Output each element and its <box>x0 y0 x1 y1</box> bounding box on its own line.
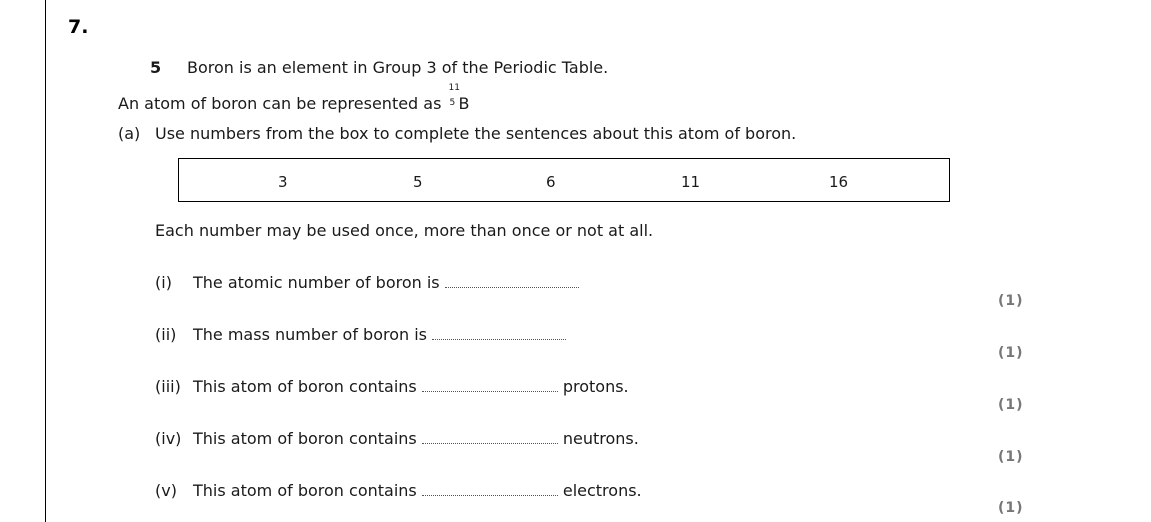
box-number: 11 <box>681 173 701 191</box>
subquestion-text <box>193 325 566 344</box>
subquestion-text <box>193 273 579 292</box>
mark-allocation: (1) <box>998 293 1024 309</box>
answer-blank[interactable] <box>445 286 579 288</box>
subquestion-prompt: The mass number of boron is <box>193 325 427 344</box>
subquestion-text <box>193 377 629 396</box>
subquestion-label: (iii) <box>155 377 181 396</box>
subquestion-suffix: protons. <box>562 377 629 396</box>
mark-allocation: (1) <box>998 500 1024 516</box>
subquestion-suffix: neutrons. <box>562 429 639 448</box>
element-symbol: B <box>458 94 470 113</box>
box-number: 6 <box>546 173 556 191</box>
answer-blank[interactable] <box>422 390 558 392</box>
mark-allocation: (1) <box>998 345 1024 361</box>
intro-number: 5 <box>150 58 162 77</box>
number-box <box>178 158 950 202</box>
page-left-border <box>45 0 46 522</box>
instruction-text: Each number may be used once, more than once or not at all. <box>155 221 654 240</box>
subquestion-text <box>193 481 642 500</box>
subquestion-prompt: The atomic number of boron is <box>193 273 440 292</box>
answer-blank[interactable] <box>432 338 566 340</box>
subquestion-label: (v) <box>155 481 177 500</box>
intro-text: Boron is an element in Group 3 of the Periodic Table. <box>187 58 609 77</box>
subquestion-prompt: This atom of boron contains <box>193 377 417 396</box>
atom-line-text: An atom of boron can be represented as <box>118 94 442 113</box>
atom-representation-line <box>118 83 470 113</box>
subquestion-prompt: This atom of boron contains <box>193 429 417 448</box>
isotope-mass-number: 11 <box>448 83 460 93</box>
subquestion-label: (ii) <box>155 325 177 344</box>
mark-allocation: (1) <box>998 397 1024 413</box>
subquestion-prompt: This atom of boron contains <box>193 481 417 500</box>
subquestion-suffix: electrons. <box>562 481 642 500</box>
box-number: 5 <box>413 173 423 191</box>
subquestion-label: (iv) <box>155 429 182 448</box>
box-number: 16 <box>829 173 849 191</box>
isotope-atomic-number: 5 <box>449 98 456 108</box>
subquestion-label: (i) <box>155 273 172 292</box>
mark-allocation: (1) <box>998 449 1024 465</box>
box-number: 3 <box>278 173 288 191</box>
subquestion-text <box>193 429 639 448</box>
question-number: 7. <box>68 16 89 38</box>
part-a-text: Use numbers from the box to complete the sentences about this atom of boron. <box>155 124 797 143</box>
part-a-label: (a) <box>118 124 141 143</box>
isotope-notation <box>447 83 460 109</box>
answer-blank[interactable] <box>422 494 558 496</box>
answer-blank[interactable] <box>422 442 558 444</box>
